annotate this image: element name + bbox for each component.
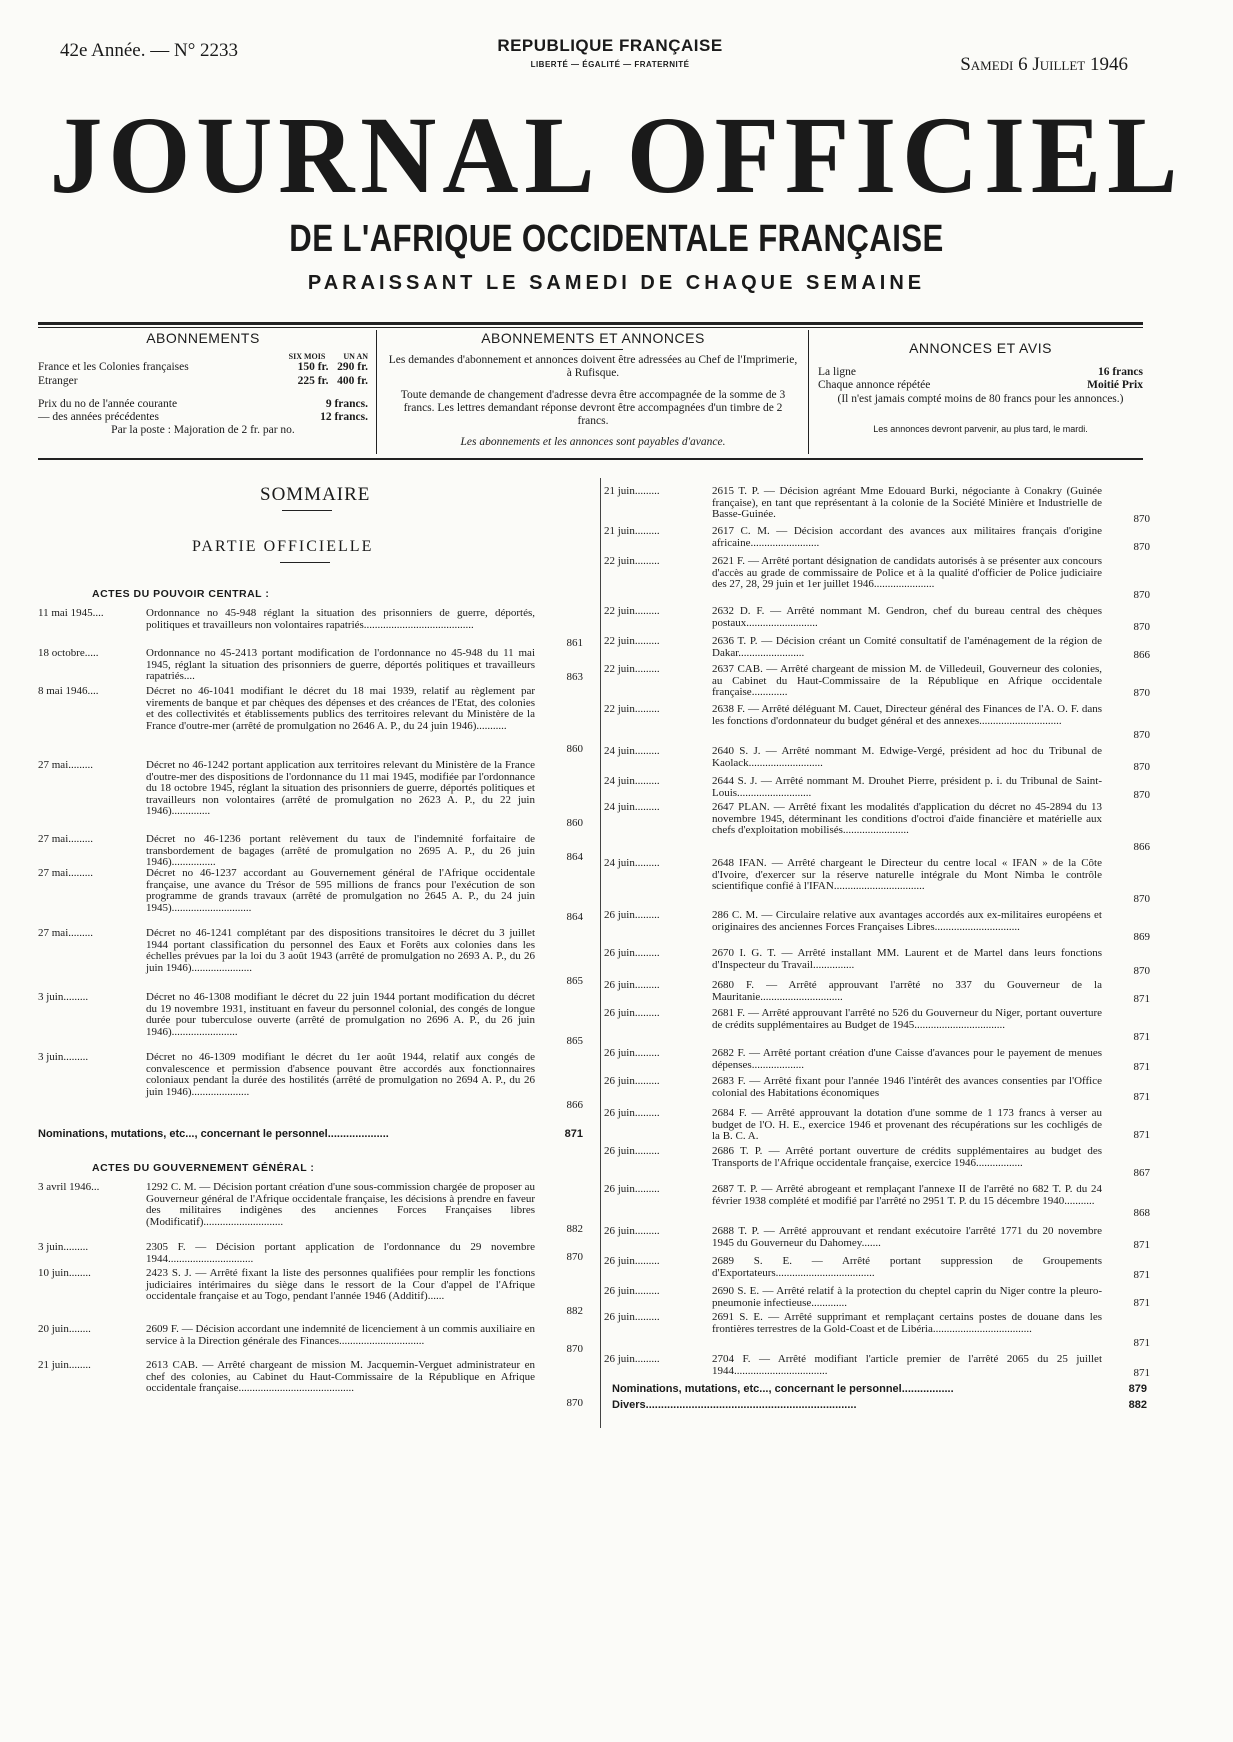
entry-date: 18 octobre..... [38, 647, 99, 659]
entry-page: 861 [566, 637, 583, 650]
sommaire-entry [604, 746, 1150, 774]
abonnements-annonces-p2: Toute demande de changement d'adresse devra être accompagnée de la somme de 3 francs. Les lettres demandant réponse devront être accompagnées d'un timbre de 2 francs. [400, 388, 786, 427]
top-rule [38, 322, 1143, 325]
parution-line: PARAISSANT LE SAMEDI DE CHAQUE SEMAINE [307, 272, 926, 294]
sommaire-underline [282, 510, 332, 511]
entry-page: 866 [1133, 841, 1150, 854]
entry-page: 870 [1133, 513, 1150, 526]
entry-date: 26 juin......... [604, 909, 660, 921]
abonnement-label: Etranger [38, 374, 78, 387]
entry-date: 21 juin........ [38, 1359, 91, 1371]
entry-page: 870 [1133, 965, 1150, 978]
entry-title: 1292 C. M. — Décision portant création d'une sous-commission chargée de proposer au Gouverneur général de l'Afrique occidentale française, les décisions à prendre en faveur des militaires indigènes des anciennes Forces Françaises libres (Modificatif)............................. [146, 1181, 535, 1228]
sommaire-entry [38, 1268, 583, 1318]
entry-page: 870 [1133, 789, 1150, 802]
entry-date: 26 juin......... [604, 1145, 660, 1157]
annonces-delai: Les annonces devront parvenir, au plus tard, le mardi. [873, 423, 1088, 434]
entry-title: Ordonnance no 45-2413 portant modification de l'ordonnance no 45-948 du 11 mai 1945, réglant la situation des prisonniers de guerre, déportés politiques et travailleurs rapatriés.... [146, 647, 535, 683]
prix-value: 12 francs. [320, 410, 368, 423]
partie-underline [280, 562, 330, 563]
nominations-right-page: 879 [1128, 1383, 1147, 1395]
sommaire-entry [604, 526, 1150, 554]
entry-title: 2689 S. E. — Arrêté portant suppression de Groupements d'Exportateurs.................................... [712, 1255, 1102, 1279]
box-divider-1 [376, 330, 377, 454]
entry-page: 870 [1133, 541, 1150, 554]
entry-title: 2684 F. — Arrêté approuvant la dotation d'une somme de 1 173 francs à verser au budget de l'O. H. E., exercice 1946 et provenant des récupérations sur les cochligés de la B. C. A. [712, 1107, 1102, 1143]
entry-date: 24 juin......... [604, 745, 660, 757]
entry-date: 26 juin......... [604, 979, 660, 991]
entry-date: 24 juin......... [604, 775, 660, 787]
entry-date: 26 juin......... [604, 1225, 660, 1237]
abonnement-row [38, 361, 368, 374]
entry-title: 2680 F. — Arrêté approuvant l'arrêté no 337 du Gouverneur de la Mauritanie.............................. [712, 979, 1102, 1003]
tarif-label: Chaque annonce répétée [818, 379, 931, 392]
entry-date: 26 juin......... [604, 1007, 660, 1019]
divers-row [612, 1399, 1147, 1411]
entry-page: 882 [566, 1305, 583, 1318]
tarif-label: La ligne [818, 366, 856, 379]
issue-number: 42e Année. — N° 2233 [60, 40, 239, 61]
nominations-left-label: Nominations, mutations, etc..., concernant le personnel.................... [38, 1128, 389, 1140]
sommaire-entry [38, 648, 583, 684]
sommaire-entry [38, 1360, 583, 1410]
entry-page: 870 [1133, 893, 1150, 906]
entry-title: Décret no 46-1236 portant relèvement du taux de l'indemnité forfaitaire de transbordement de bagages (arrêté de promulgation no 2695 A. P., du 26 juin 1946)................ [146, 833, 535, 869]
entry-page: 871 [1133, 1061, 1150, 1074]
sommaire-entry [604, 636, 1150, 662]
entry-page: 860 [566, 743, 583, 756]
tarif-row [818, 366, 1143, 379]
divers-page: 882 [1128, 1399, 1147, 1411]
entry-title: 2617 C. M. — Décision accordant des avances aux militaires français d'origine africaine......................... [712, 525, 1102, 549]
republique-motto: LIBERTÉ — ÉGALITÉ — FRATERNITÉ [530, 60, 690, 69]
sommaire-entry [604, 1256, 1150, 1282]
abonnement-label: France et les Colonies françaises [38, 361, 189, 374]
nominations-right [612, 1383, 1147, 1395]
entry-page: 868 [1133, 1207, 1150, 1220]
sommaire-entry [604, 776, 1150, 802]
entry-date: 22 juin......... [604, 703, 660, 715]
republique-block [440, 36, 780, 69]
sommaire-entry [604, 664, 1150, 700]
entry-date: 27 mai......... [38, 927, 93, 939]
sommaire-entry [38, 1324, 583, 1356]
entry-date: 22 juin......... [604, 635, 660, 647]
entry-title: 2621 F. — Arrêté portant désignation de candidats autorisés à se présenter aux concours d'accès au grade de commissaire de Police et à la qualité d'officier de Police judiciaire des 27, 28, 29 juin et 1er juillet 1946...................... [712, 555, 1102, 591]
entry-page: 870 [1133, 729, 1150, 742]
masthead-subtitle: DE L'AFRIQUE OCCIDENTALE FRANÇAISE [289, 218, 944, 260]
nominations-left-page: 871 [564, 1128, 583, 1140]
sommaire-entry [38, 608, 583, 650]
entry-title: 2305 F. — Décision portant application de l'ordonnance du 29 novembre 1944............................... [146, 1241, 535, 1265]
sommaire-entry [604, 556, 1150, 602]
issue-date: Samedi 6 Juillet 1946 [960, 54, 1128, 75]
prix-row [38, 398, 368, 411]
entry-date: 26 juin......... [604, 1311, 660, 1323]
entry-date: 26 juin......... [604, 1107, 660, 1119]
entry-date: 27 mai......... [38, 759, 93, 771]
poste-note: Par la poste : Majoration de 2 fr. par no. [111, 424, 295, 437]
entry-title: 286 C. M. — Circulaire relative aux avantages accordés aux ex-militaires européens et originaires des anciennes Forces Françaises Libres............................... [712, 909, 1102, 933]
sommaire-entry [604, 1048, 1150, 1074]
entry-page: 870 [1133, 761, 1150, 774]
annonces-avis-title: ANNONCES ET AVIS [909, 340, 1052, 356]
entry-page: 864 [566, 851, 583, 864]
entry-date: 21 juin......... [604, 485, 660, 497]
entry-title: 2690 S. E. — Arrêté relatif à la protection du cheptel caprin du Niger contre la pleuro-pneumonie infectieuse............. [712, 1285, 1102, 1309]
bottom-rule [38, 458, 1143, 460]
entry-date: 24 juin......... [604, 801, 660, 813]
sommaire-entry [604, 1286, 1150, 1310]
entry-title: Décret no 46-1308 modifiant le décret du 22 juin 1944 portant modification du décret du 19 novembre 1931, instituant en faveur du personnel colonial, des congés de longue durée pour tuberculose ouverte (arrêté de promulgation no 2696 A. P., du 26 juin 1946)........................ [146, 991, 535, 1038]
divers-label: Divers..................................................................... [612, 1399, 857, 1411]
entry-title: 2686 T. P. — Arrêté portant ouverture de crédits supplémentaires au budget des Transports de l'Afrique occidentale française, exercice 1946................. [712, 1145, 1102, 1169]
entry-date: 26 juin......... [604, 947, 660, 959]
sommaire-entry [38, 868, 583, 924]
sommaire-title: SOMMAIRE [260, 484, 371, 505]
entry-title: Décret no 46-1041 modifiant le décret du 18 mai 1939, relatif au règlement par virements de banque et par chèques des dépenses et des créances de l'Etat, des colonies et des collectivités et établissements publics des territoires relevant du Ministère de la France d'outre-mer (arrêté de promulgation no 2646 A. P., du 24 juin 1946)........... [146, 685, 535, 732]
entry-page: 871 [1133, 1091, 1150, 1104]
entry-title: 2640 S. J. — Arrêté nommant M. Edwige-Vergé, président ad hoc du Tribunal de Kaolack........................... [712, 745, 1102, 769]
entry-page: 870 [1133, 621, 1150, 634]
annonces-note: (Il n'est jamais compté moins de 80 francs pour les annonces.) [837, 392, 1124, 405]
entry-title: 2613 CAB. — Arrêté chargeant de mission M. Jacquemin-Verguet administrateur en chef des colonies, au Cabinet du Haut-Commissaire de la République en Afrique occidentale française.......................................... [146, 1359, 535, 1395]
column-divider [600, 478, 601, 1428]
entry-page: 870 [1133, 589, 1150, 602]
abonnements-title: ABONNEMENTS [146, 330, 260, 346]
entry-page: 869 [1133, 931, 1150, 944]
entry-date: 3 juin......... [38, 1051, 89, 1063]
sommaire-entry [38, 928, 583, 988]
sommaire-entry [604, 948, 1150, 978]
sommaire-entry [604, 486, 1150, 526]
entry-date: 26 juin......... [604, 1353, 660, 1365]
tarif-value: Moitié Prix [1087, 379, 1143, 392]
sommaire-entry [38, 992, 583, 1048]
sommaire-entry [38, 686, 583, 756]
entry-title: Ordonnance no 45-948 réglant la situation des prisonniers de guerre, déportés, politiques et travailleurs non volontaires rapatriés........................................ [146, 607, 535, 631]
entry-page: 871 [1133, 993, 1150, 1006]
entry-title: 2688 T. P. — Arrêté approuvant et rendant exécutoire l'arrêté 1771 du 20 novembre 1945 du Gouverneur du Dahomey....... [712, 1225, 1102, 1249]
entry-page: 871 [1133, 1337, 1150, 1350]
entry-date: 26 juin......... [604, 1183, 660, 1195]
col-six-mois: SIX MOIS [288, 352, 326, 362]
entry-date: 22 juin......... [604, 555, 660, 567]
sommaire-entry [604, 1146, 1150, 1180]
republique-title: REPUBLIQUE FRANÇAISE [497, 36, 723, 55]
entry-title: 2636 T. P. — Décision créant un Comité consultatif de l'aménagement de la région de Dakar........................ [712, 635, 1102, 659]
sommaire-entry [604, 1108, 1150, 1142]
entry-title: 2691 S. E. — Arrêté supprimant et remplaçant certains postes de douane dans les frontières terrestres de la Gold-Coast et de Libéria.................................... [712, 1311, 1102, 1335]
entry-title: 2682 F. — Arrêté portant création d'une Caisse d'avances pour le payement de menues dépenses................... [712, 1047, 1102, 1071]
entry-title: 2637 CAB. — Arrêté chargeant de mission M. de Villedeuil, Gouverneur des colonies, au Cabinet du Haut-Commissaire de la République en Afrique occidentale française............. [712, 663, 1102, 699]
sommaire-entry [38, 833, 583, 869]
entry-page: 860 [566, 817, 583, 830]
entry-date: 3 juin......... [38, 1241, 89, 1253]
entry-title: 2423 S. J. — Arrêté fixant la liste des personnes qualifiées pour remplir les fonctions judiciaires intérimaires du siège dans le ressort de la Cour d'appel de l'Afrique occidentale française et au Togo, pendant l'année 1946 (Additif)...... [146, 1267, 535, 1303]
entry-date: 8 mai 1946.... [38, 685, 99, 697]
entry-title: Décret no 46-1309 modifiant le décret du 1er août 1944, relatif aux congés de convalescence et permission d'absence pouvant être accordés aux fonctionnaires coloniaux pendant la durée des hostilités (arrêté de promulgation no 2694 A. P., du 26 juin 1946)..................... [146, 1051, 535, 1098]
entry-page: 882 [566, 1223, 583, 1236]
entry-title: Décret no 46-1242 portant application aux territoires relevant du Ministère de la France d'outre-mer des dispositions de l'ordonnance du 11 mai 1945, modifiée par l'ordonnance du 18 octobre 1945, réglant la situation des prisonniers de guerre, déportés politiques et travailleurs non volontaires (arrêté de promulgation no 2623 A. P., du 22 juin 1946).............. [146, 759, 535, 818]
entry-date: 26 juin......... [604, 1255, 660, 1267]
entry-page: 871 [1133, 1129, 1150, 1142]
partie-officielle-title: PARTIE OFFICIELLE [192, 538, 374, 555]
sommaire-entry [604, 1076, 1150, 1104]
entry-page: 863 [566, 671, 583, 684]
entry-title: 2638 F. — Arrêté déléguant M. Cauet, Directeur général des Finances de l'A. O. F. dans les fonctions d'ordonnateur du budget général et des annexes.............................. [712, 703, 1102, 727]
section-pouvoir-central: ACTES DU POUVOIR CENTRAL : [92, 588, 270, 600]
entry-date: 10 juin........ [38, 1267, 91, 1279]
prix-label: Prix du no de l'année courante [38, 397, 178, 410]
entry-date: 3 avril 1946... [38, 1181, 100, 1193]
prix-label: — des années précédentes [38, 410, 160, 423]
entry-title: 2609 F. — Décision accordant une indemnité de licenciement à un commis auxiliaire en service à la Direction générale des Finances............................... [146, 1323, 535, 1347]
entry-date: 20 juin........ [38, 1323, 91, 1335]
entry-title: 2704 F. — Arrêté modifiant l'article premier de l'arrêté 2065 du 25 juillet 1944.................................. [712, 1353, 1102, 1377]
entry-page: 865 [566, 1035, 583, 1048]
sommaire-entry [604, 1312, 1150, 1350]
entry-title: 2615 T. P. — Décision agréant Mme Edouard Burki, négociante à Conakry (Guinée française), en tant que représentant à la colonie de la Société Minière et Industrielle de Basse-Guinée. [712, 485, 1102, 521]
masthead-title: JOURNAL OFFICIEL [49, 94, 1184, 216]
sommaire-entry [604, 802, 1150, 854]
entry-title: 2670 I. G. T. — Arrêté installant MM. Laurent et de Martel dans leurs fonctions d'Inspecteur du Travail............... [712, 947, 1102, 971]
section-gouvernement-general: ACTES DU GOUVERNEMENT GÉNÉRAL : [92, 1162, 315, 1174]
sommaire-entry [604, 910, 1150, 944]
entry-title: 2632 D. F. — Arrêté nommant M. Gendron, chef du bureau central des chèques postaux.......................... [712, 605, 1102, 629]
abonnements-annonces-p1: Les demandes d'abonnement et annonces doivent être adressées au Chef de l'Imprimerie, à Rufisque. [388, 354, 798, 380]
entry-date: 26 juin......... [604, 1047, 660, 1059]
entry-page: 871 [1133, 1269, 1150, 1282]
entry-page: 866 [566, 1099, 583, 1112]
sommaire-entry [38, 1182, 583, 1236]
entry-title: 2683 F. — Arrêté fixant pour l'année 1946 l'intérêt des avances consenties par l'Office colonial des Habitations économiques [712, 1075, 1102, 1099]
entry-title: Décret no 46-1237 accordant au Gouvernement général de l'Afrique occidentale française, une avance du Trésor de 595 millions de francs pour l'exécution de son programme de grands travaux (arrêté de promulgation no 2645 A. P., du 24 juin 1945)............................. [146, 867, 535, 914]
sommaire-entry [38, 1242, 583, 1264]
entry-date: 3 juin......... [38, 991, 89, 1003]
annonces-avis-box [818, 330, 1143, 456]
entry-page: 865 [566, 975, 583, 988]
entry-page: 870 [566, 1343, 583, 1356]
nominations-right-label: Nominations, mutations, etc..., concernant le personnel................. [612, 1383, 954, 1395]
entry-title: 2687 T. P. — Arrêté abrogeant et remplaçant l'annexe II de l'arrêté no 682 T. P. du 24 février 1938 complété et modifié par l'arrêté no 2951 T. P. du 15 décembre 1940........... [712, 1183, 1102, 1207]
sommaire-entry [604, 1354, 1150, 1380]
abonnement-six-mois: 225 fr. [297, 374, 329, 387]
entry-page: 871 [1133, 1239, 1150, 1252]
entry-page: 871 [1133, 1031, 1150, 1044]
abonnement-un-an: 400 fr. [337, 374, 368, 387]
entry-page: 866 [1133, 649, 1150, 662]
entry-page: 870 [566, 1397, 583, 1410]
entry-date: 22 juin......... [604, 605, 660, 617]
entry-date: 21 juin......... [604, 525, 660, 537]
abonnements-annonces-p3: Les abonnements et les annonces sont payables d'avance. [460, 436, 726, 449]
entry-title: 2647 PLAN. — Arrêté fixant les modalités d'application du décret no 45-2894 du 13 novembre 1945, déterminant les conditions d'octroi d'aide financière et matérielle aux chefs d'exploitation mobilisés........................ [712, 801, 1102, 837]
entry-title: 2681 F. — Arrêté approuvant l'arrêté no 526 du Gouverneur du Niger, portant ouverture de crédits supplémentaires au Budget de 1945................................. [712, 1007, 1102, 1031]
entry-date: 24 juin......... [604, 857, 660, 869]
top-rule-thin [38, 327, 1143, 328]
sommaire-entry [604, 858, 1150, 906]
entry-page: 870 [566, 1251, 583, 1264]
entry-date: 26 juin......... [604, 1285, 660, 1297]
box-divider-2 [808, 330, 809, 454]
entry-page: 864 [566, 911, 583, 924]
entry-date: 22 juin......... [604, 663, 660, 675]
entry-title: 2648 IFAN. — Arrêté chargeant le Directeur du centre local « IFAN » de la Côte d'Ivoire, d'exercer sur la réserve naturelle intégrale du Mont Nimba le contrôle scientifique confié à l'IFAN................................. [712, 857, 1102, 893]
entry-title: Décret no 46-1241 complétant par des dispositions transitoires le décret du 3 juillet 1944 portant classification du personnel des Eaux et Forêts aux colonies dans les échelles prévues par la loi du 3 août 1943 (arrêté de promulgation no 2693 A. P., du 26 juin 1946)...................... [146, 927, 535, 974]
entry-page: 871 [1133, 1367, 1150, 1380]
entry-date: 26 juin......... [604, 1075, 660, 1087]
entry-page: 871 [1133, 1297, 1150, 1310]
sommaire-entry [38, 1052, 583, 1112]
entry-date: 27 mai......... [38, 867, 93, 879]
entry-title: 2644 S. J. — Arrêté nommant M. Drouhet Pierre, président p. i. du Tribunal de Saint-Louis........................... [712, 775, 1102, 799]
sommaire-entry [38, 760, 583, 830]
prix-value: 9 francs. [325, 397, 368, 410]
col-un-an: UN AN [343, 352, 368, 362]
tarif-value: 16 francs [1097, 366, 1143, 379]
sommaire-entry [604, 1008, 1150, 1044]
sommaire-entry [604, 606, 1150, 634]
abonnements-box [38, 330, 368, 456]
abonnement-un-an: 290 fr. [337, 361, 368, 374]
entry-date: 11 mai 1945.... [38, 607, 104, 619]
sommaire-entry [604, 980, 1150, 1006]
abonnement-six-mois: 150 fr. [297, 361, 329, 374]
abonnement-row [38, 375, 368, 388]
sommaire-entry [604, 704, 1150, 742]
prix-row [38, 411, 368, 424]
abonnements-annonces-title: ABONNEMENTS ET ANNONCES [481, 330, 705, 346]
sommaire-entry [604, 1184, 1150, 1220]
sommaire-entry [604, 1226, 1150, 1252]
entry-page: 870 [1133, 687, 1150, 700]
entry-page: 867 [1133, 1167, 1150, 1180]
tarif-row [818, 379, 1143, 392]
nominations-left [38, 1128, 583, 1140]
entry-date: 27 mai......... [38, 833, 93, 845]
abonnements-annonces-box [388, 330, 798, 456]
